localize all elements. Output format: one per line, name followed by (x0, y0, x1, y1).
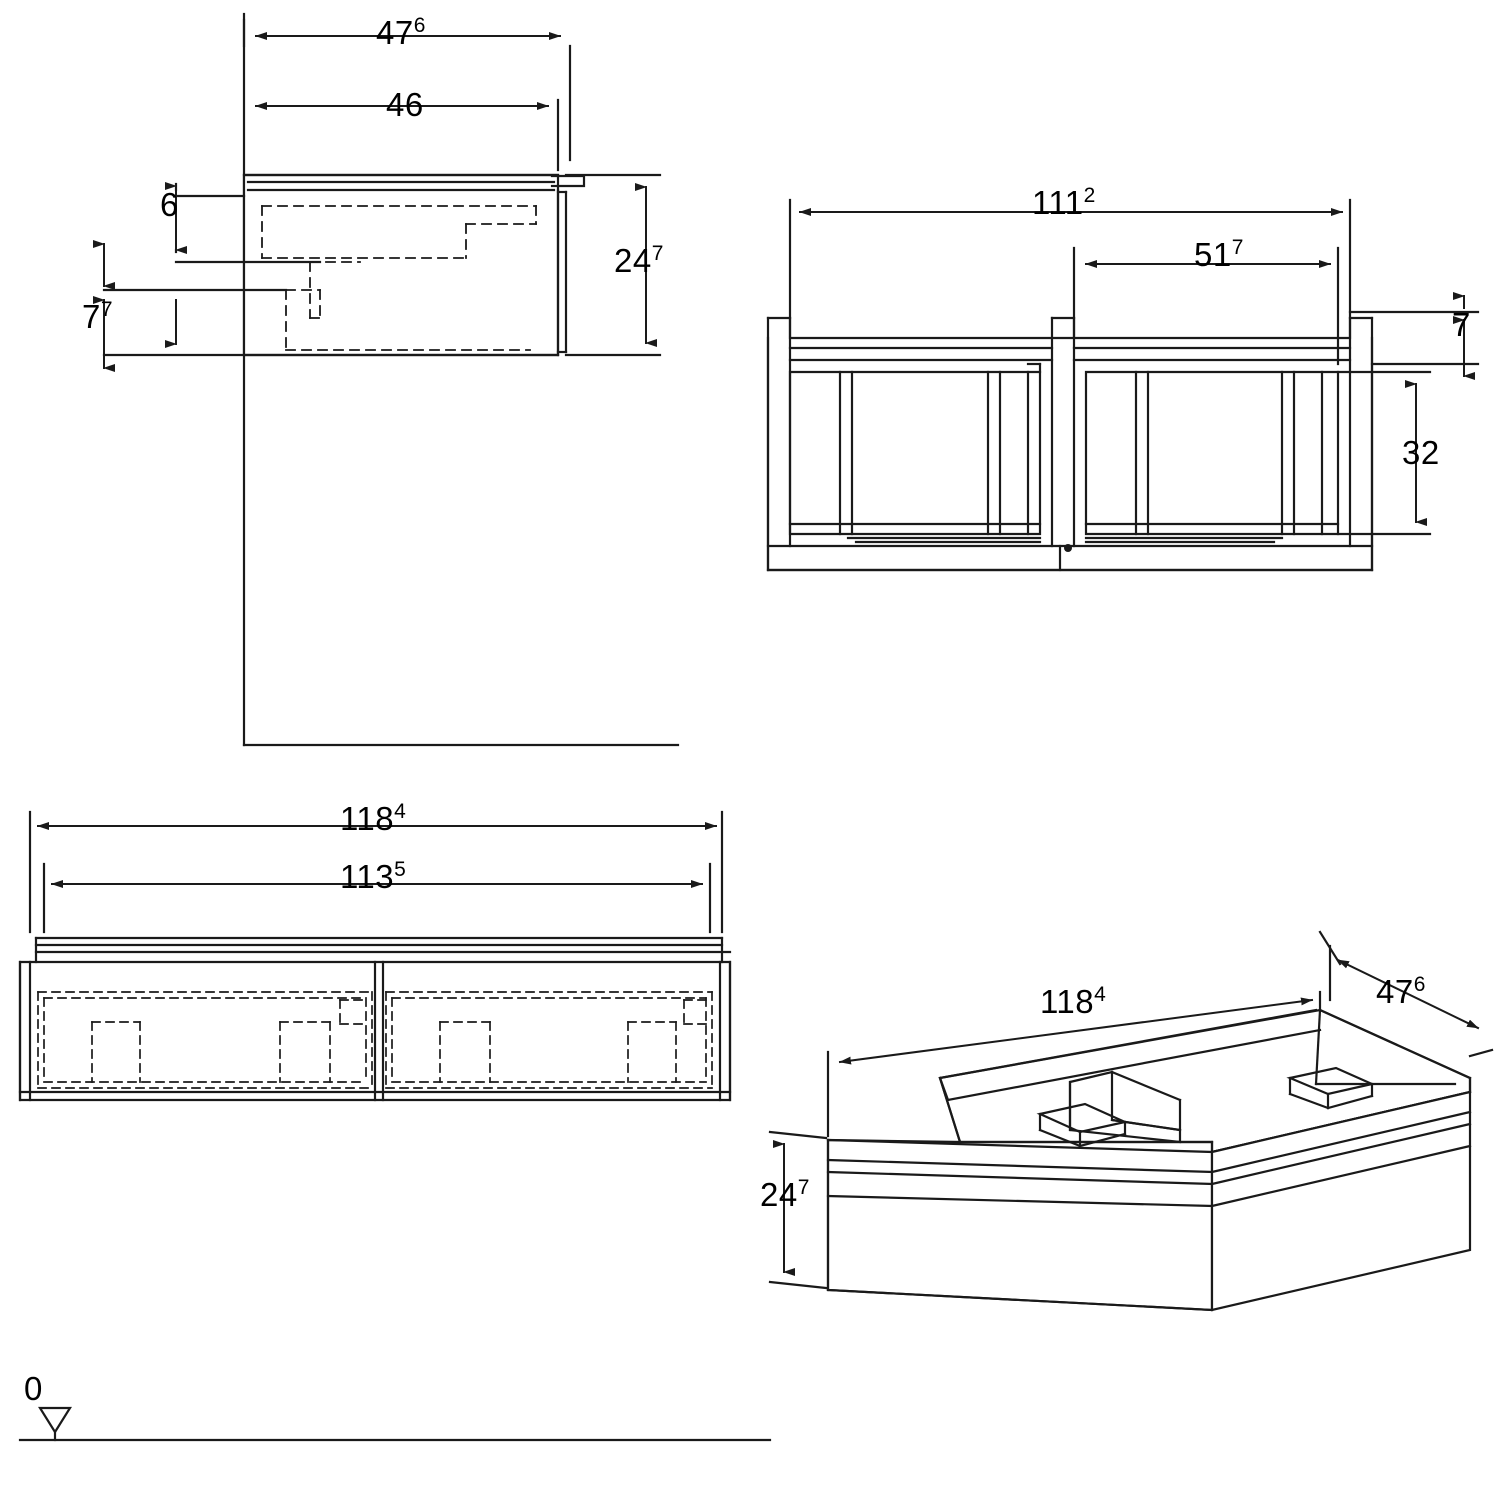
dim-front-width-drawers: $113^5$ (340, 858, 407, 895)
dim-rear-inner-width-total: $111^2$ (1032, 184, 1096, 221)
dim-iso-depth: $47^6$ (1376, 973, 1426, 1010)
front-elevation-view (20, 812, 730, 1100)
dim-rear-inner-width-half: $51^7$ (1194, 236, 1244, 273)
dim-iso-height: $24^7$ (760, 1176, 810, 1213)
dim-side-lower-offset: $7^7$ (82, 298, 114, 335)
datum-zero-label: 0 (24, 1370, 43, 1407)
dim-front-width-total: $118^4$ (340, 800, 407, 837)
floor-datum (20, 1408, 770, 1440)
rear-interior-view (768, 200, 1478, 570)
side-section-view (104, 14, 678, 745)
dim-side-top-offset: 6 (160, 186, 179, 223)
dim-iso-width: $118^4$ (1040, 983, 1107, 1020)
dim-rear-rail-height: 7 (1452, 306, 1471, 343)
dim-rear-inner-height: 32 (1402, 434, 1440, 471)
dim-side-height-total: $24^7$ (614, 242, 664, 279)
dim-side-depth-total: $47^6$ (376, 14, 426, 51)
dim-side-depth-body: 46 (386, 86, 424, 123)
